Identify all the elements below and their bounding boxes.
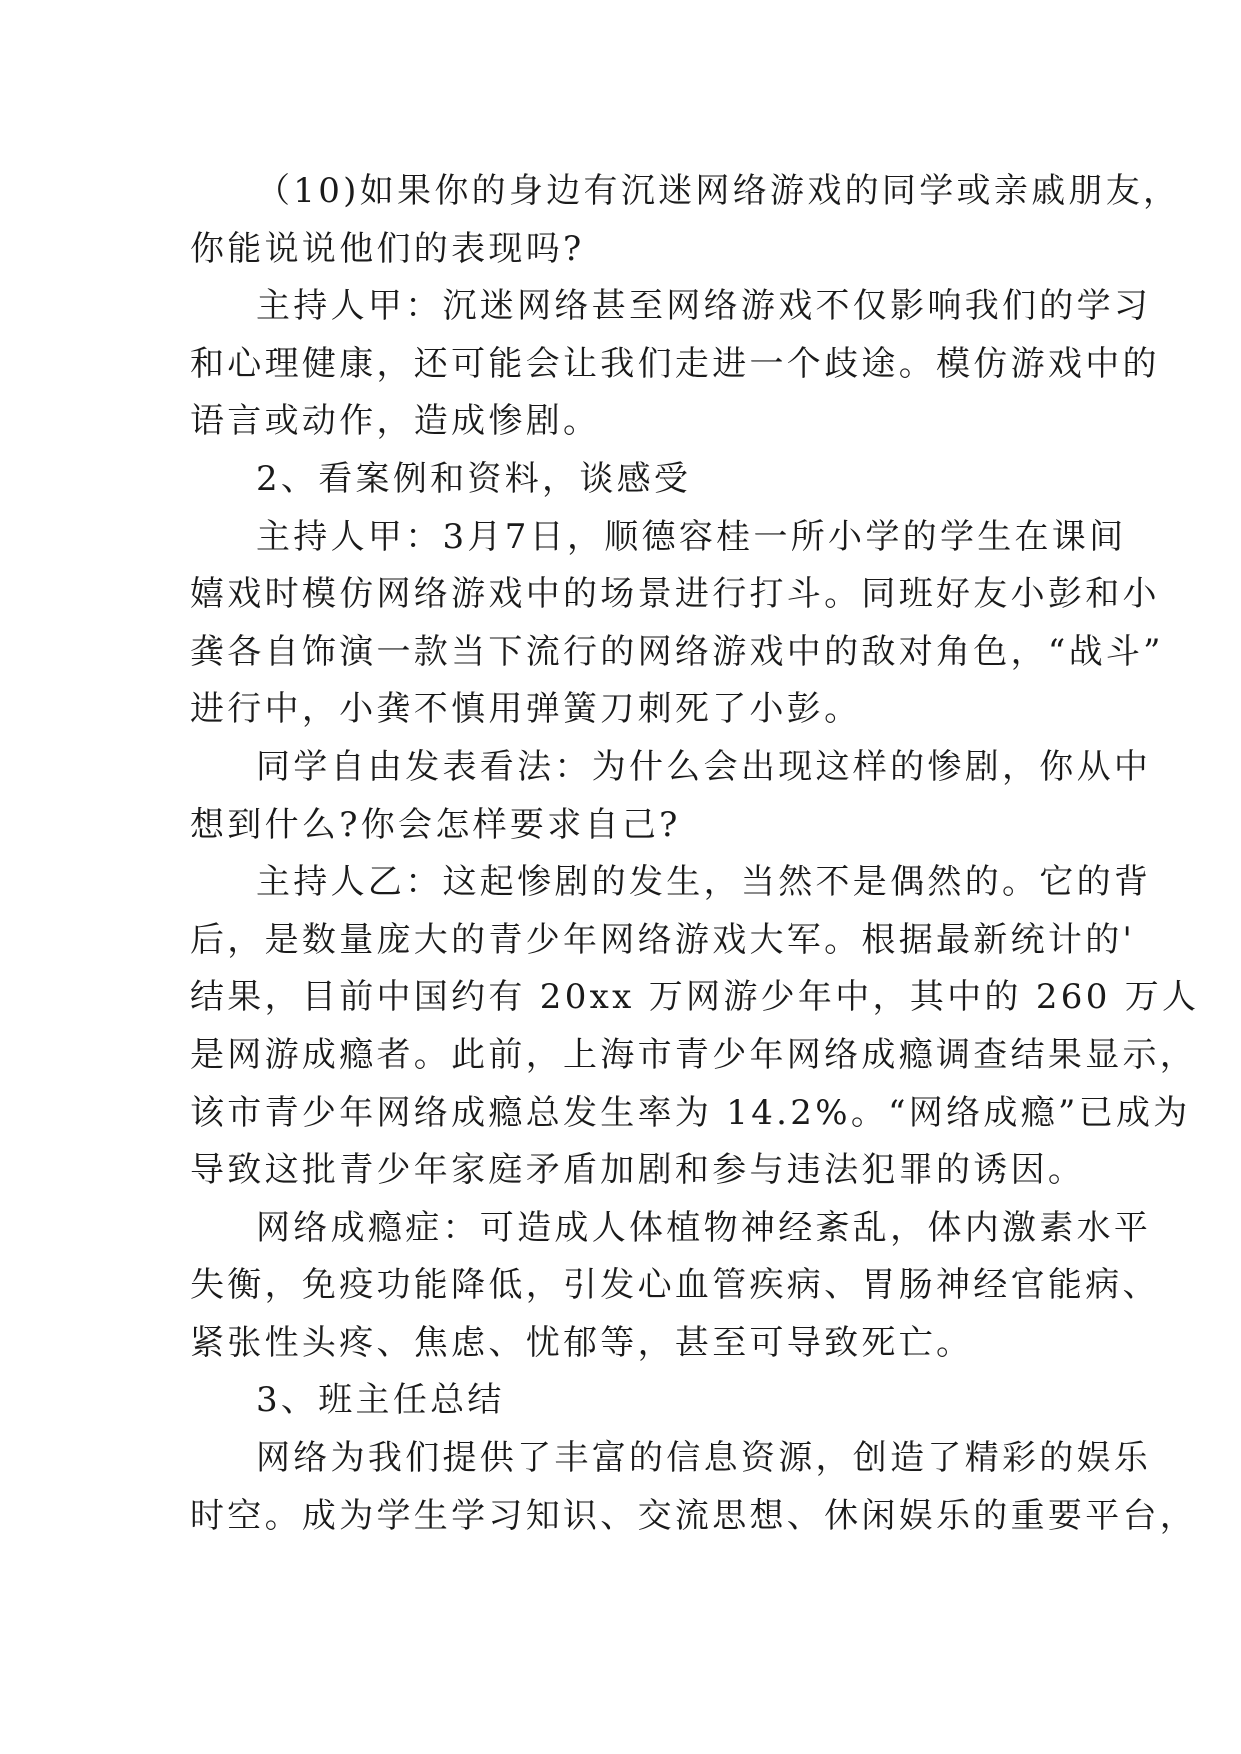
text-line: 后，是数量庞大的青少年网络游戏大军。根据最新统计的' (190, 919, 1136, 960)
text-line: 时空。成为学生学习知识、交流思想、休闲娱乐的重要平台， (190, 1495, 1198, 1536)
text-line: 网络为我们提供了丰富的信息资源，创造了精彩的娱乐 (256, 1438, 1152, 1479)
section-heading: 2、看案例和资料，谈感受 (256, 458, 692, 499)
text-line: 结果，目前中国约有 20xx 万网游少年中，其中的 260 万人 (190, 977, 1200, 1018)
text-line: 主持人甲：3月7日，顺德容桂一所小学的学生在课间 (256, 516, 1127, 557)
text-line: 网络成瘾症：可造成人体植物神经紊乱，体内激素水平 (256, 1207, 1152, 1248)
text-line: 嬉戏时模仿网络游戏中的场景进行打斗。同班好友小彭和小 (190, 574, 1160, 615)
text-line: 进行中，小龚不慎用弹簧刀刺死了小彭。 (190, 689, 862, 730)
text-line: 龚各自饰演一款当下流行的网络游戏中的敌对角色，“战斗” (190, 631, 1164, 672)
text-line: 想到什么?你会怎样要求自己? (190, 804, 681, 845)
text-line: 你能说说他们的表现吗? (190, 228, 585, 269)
text-line: 同学自由发表看法：为什么会出现这样的惨剧，你从中 (256, 746, 1152, 787)
text-line: 是网游成瘾者。此前，上海市青少年网络成瘾调查结果显示， (190, 1034, 1198, 1075)
text-line: 导致这批青少年家庭矛盾加剧和参与违法犯罪的诱因。 (190, 1150, 1086, 1191)
section-heading: 3、班主任总结 (256, 1380, 505, 1421)
document-body (190, 163, 1200, 1545)
text-line: 失衡，免疫功能降低，引发心血管疾病、胃肠神经官能病、 (190, 1265, 1160, 1306)
text-line: 语言或动作，造成惨剧。 (190, 401, 601, 442)
text-line: 主持人甲：沉迷网络甚至网络游戏不仅影响我们的学习 (256, 286, 1152, 327)
text-line: 和心理健康，还可能会让我们走进一个歧途。模仿游戏中的 (190, 343, 1160, 384)
text-line: （10)如果你的身边有沉迷网络游戏的同学或亲戚朋友， (256, 171, 1181, 211)
text-line: 该市青少年网络成瘾总发生率为 14.2%。“网络成瘾”已成为 (190, 1092, 1191, 1133)
text-line: 紧张性头疼、焦虑、忧郁等，甚至可导致死亡。 (190, 1322, 974, 1363)
text-line: 主持人乙：这起惨剧的发生，当然不是偶然的。它的背 (256, 862, 1152, 903)
